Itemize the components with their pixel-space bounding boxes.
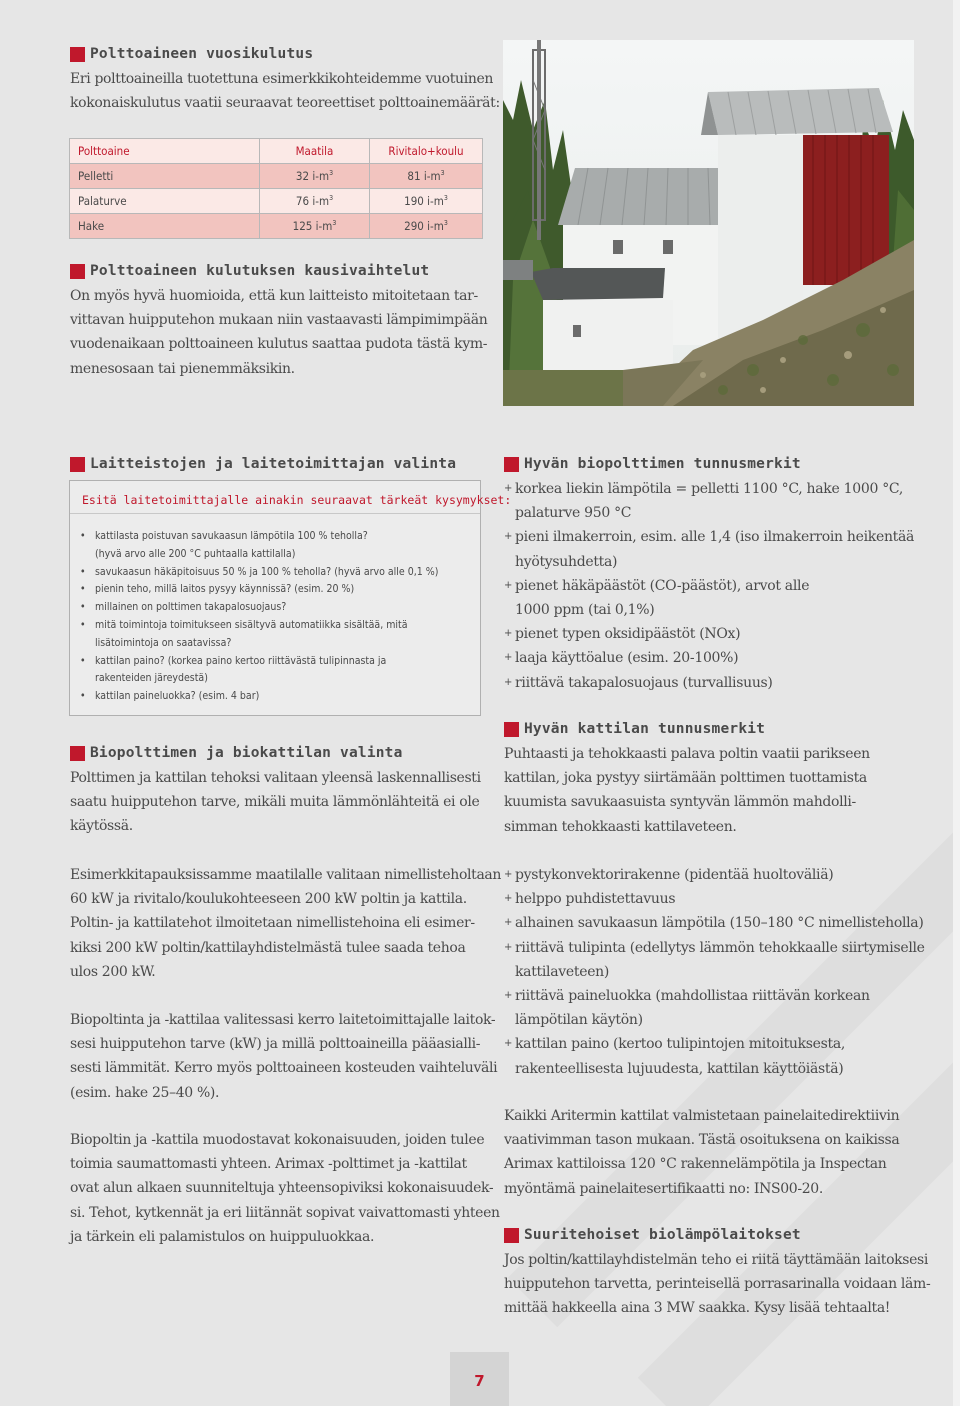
good-boiler-text: Puhtaasti ja tehokkaasti palava poltin vaatii parikseen kattilan, joka pystyy siirtämään polttimen tuottamista kuumista savukaasuista syntyvän lämmön mahdolli- simman tehokkaasti kattilaveteen. bbox=[504, 746, 870, 835]
large-plants-text: Jos poltin/kattilayhdistelmän teho ei riitä täyttämään laitoksesi huipputehon tarvetta, perinteisellä porrasarinalla voidaan läm- mittää hakkeella aina 3 MW saakka. Kysy lisää tehtaalta! bbox=[504, 1252, 931, 1317]
page-number: 7 bbox=[474, 1372, 485, 1390]
divider bbox=[70, 513, 480, 514]
question-item: • millainen on polttimen takapalosuojaus? bbox=[80, 599, 438, 617]
fuel-amount-cell: 290 $i-m^3$ bbox=[370, 214, 483, 239]
burner-trait-item: + pienet häkäpäästöt (CO-päästöt), arvot alle 1000 ppm (tai 0,1%) bbox=[504, 574, 914, 622]
fuel-table-header-cell: Maatila bbox=[260, 139, 370, 164]
red-square-icon bbox=[70, 47, 85, 62]
question-item: • pienin teho, millä laitos pysyy käynnissä? (esim. 20 %) bbox=[80, 581, 438, 599]
boiler-trait-item: + pystykonvektorirakenne (pidentää huoltoväliä) bbox=[504, 863, 925, 887]
red-square-icon bbox=[70, 746, 85, 761]
fuel-table bbox=[69, 138, 483, 239]
fuel-table-header bbox=[70, 139, 483, 164]
questions-box-title: Esitä laitetoimittajalle ainakin seuraavat tärkeät kysymykset: bbox=[82, 493, 512, 507]
good-boiler-list bbox=[504, 863, 925, 1081]
burner-choice-paragraph: Biopoltin ja -kattila muodostavat kokonaisuuden, joiden tulee toimia saumattomasti yhteen. Arimax -polttimet ja -kattilat ovat alun alkaen suunniteltuja yhteensopiviksi kokonaisuudek- si. Tehot, kytkennät ja eri liitännät sopivat vaivattomasti yhteen ja tärkein eli palamistulos on huippuluokkaa. bbox=[70, 1132, 500, 1245]
question-item: • kattilasta poistuvan savukaasun lämpötila 100 % teholla? bbox=[80, 528, 438, 546]
question-item: • savukaasun häkäpitoisuus 50 % ja 100 % teholla? (hyvä arvo alle 0,1 %) bbox=[80, 564, 438, 582]
fuel-table-header-cell: Polttoaine bbox=[70, 139, 260, 164]
boiler-trait-item: + alhainen savukaasun lämpötila (150–180 °C nimellisteholla) bbox=[504, 911, 925, 935]
fuel-name-cell: Pelletti bbox=[70, 164, 260, 189]
fuel-name-cell: Hake bbox=[70, 214, 260, 239]
boiler-trait-item: + kattilan paino (kertoo tulipintojen mitoituksesta, rakenteellisesta lujuudesta, kattilan käyttöiästä) bbox=[504, 1032, 925, 1080]
burner-choice-paragraph: Esimerkkitapauksissamme maatilalle valitaan nimellisteholtaan 60 kW ja rivitalo/koulukohteeseen 200 kW poltin ja kattila. Poltin- ja kattilatehot ilmoitetaan nimellistehoina eli esimer- kiksi 200 kW poltin/kattilayhdistelmästä tulee saada tehoa ulos 200 kW. bbox=[70, 867, 502, 980]
boiler-trait-item: + helppo puhdistettavuus bbox=[504, 887, 925, 911]
boiler-plant-photo bbox=[503, 40, 914, 406]
burner-choice-heading: Biopolttimen ja biokattilan valinta bbox=[70, 745, 403, 761]
questions-list bbox=[80, 528, 438, 706]
red-square-icon bbox=[504, 722, 519, 737]
boiler-trait-item: + riittävä paineluokka (mahdollistaa riittävän korkean lämpötilan käytön) bbox=[504, 984, 925, 1032]
burner-trait-item: + riittävä takapalosuojaus (turvallisuus) bbox=[504, 671, 914, 695]
fuel-table-row bbox=[70, 214, 483, 239]
fuel-amount-cell: 190 $i-m^3$ bbox=[370, 189, 483, 214]
fuel-amount-cell: 81 $i-m^3$ bbox=[370, 164, 483, 189]
question-item: • kattilan paino? (korkea paino kertoo riittävästä tulipinnasta ja rakenteiden järeydestä) bbox=[80, 653, 438, 689]
boiler-trait-item: + riittävä tulipinta (edellytys lämmön tehokkaalle siirtymiselle kattilaveteen) bbox=[504, 936, 925, 984]
red-square-icon bbox=[504, 1228, 519, 1243]
page-edge bbox=[953, 0, 960, 1406]
burner-trait-item: + korkea liekin lämpötila = pelletti 1100 °C, hake 1000 °C, palaturve 950 °C bbox=[504, 477, 914, 525]
burner-trait-item: + laaja käyttöalue (esim. 20-100%) bbox=[504, 646, 914, 670]
seasonal-text: On myös hyvä huomioida, että kun laitteisto mitoitetaan tar- vittavan huipputehon mukaan niin vastaavasti lämpimimpään vuodenaikaan polttoaineen kulutus saattaa pudota tästä kym- menesosaan tai pienemmäksikin. bbox=[70, 288, 488, 377]
large-plants-heading: Suuritehoiset biolämpölaitokset bbox=[504, 1227, 801, 1243]
red-square-icon bbox=[70, 457, 85, 472]
seasonal-heading: Polttoaineen kulutuksen kausivaihtelut bbox=[70, 263, 429, 279]
fuel-table-row bbox=[70, 164, 483, 189]
red-square-icon bbox=[504, 457, 519, 472]
fuel-table-row bbox=[70, 189, 483, 214]
good-boiler-heading: Hyvän kattilan tunnusmerkit bbox=[504, 721, 765, 737]
burner-choice-paragraph: Polttimen ja kattilan tehoksi valitaan yleensä laskennallisesti saatu huipputehon tarve, mikäli muita lämmönlähteitä ei ole käytössä. bbox=[70, 770, 481, 835]
fuel-amount-cell: 32 $i-m^3$ bbox=[260, 164, 370, 189]
red-square-icon bbox=[70, 264, 85, 279]
question-item: • kattilan paineluokka? (esim. 4 bar) bbox=[80, 688, 438, 706]
good-burner-list bbox=[504, 477, 914, 695]
burner-trait-item: + pienet typen oksidipäästöt (NOx) bbox=[504, 622, 914, 646]
fuel-amount-cell: 76 $i-m^3$ bbox=[260, 189, 370, 214]
good-burner-heading: Hyvän biopolttimen tunnusmerkit bbox=[504, 456, 801, 472]
burner-choice-paragraph: Biopoltinta ja -kattilaa valitessasi kerro laitetoimittajalle laitok- sesi huipputehon tarve (kW) ja millä polttoaineilla pääasialli- sesti lämmität. Kerro myös polttoaineen kosteuden vaihteluväli (esim. hake 25–40 %). bbox=[70, 1012, 498, 1101]
questions-box bbox=[69, 480, 512, 716]
question-note: (hyvä arvo alle 200 °C puhtaalla kattilalla) bbox=[95, 547, 296, 560]
supplier-heading: Laitteistojen ja laitetoimittajan valinta bbox=[70, 456, 456, 472]
fuel-annual-intro: Eri polttoaineilla tuotettuna esimerkkikohteidemme vuotuinen kokonaiskulutus vaatii seuraavat teoreettiset polttoainemäärät: bbox=[70, 71, 500, 112]
burner-trait-item: + pieni ilmakerroin, esim. alle 1,4 (iso ilmakerroin heikentää hyötysuhdetta) bbox=[504, 525, 914, 573]
good-boiler-after-text: Kaikki Aritermin kattilat valmistetaan painelaitedirektiivin vaativimman tason mukaan. Tästä osoituksena on kaikissa Arimax kattiloissa 120 °C rakennelämpötila ja Inspectan myöntämä painelaitesertifikaatti no: INS00-20. bbox=[504, 1108, 900, 1197]
fuel-table-header-cell: Rivitalo+koulu bbox=[370, 139, 483, 164]
fuel-amount-cell: 125 $i-m^3$ bbox=[260, 214, 370, 239]
question-item: • mitä toimintoja toimitukseen sisältyvä automatiikka sisältää, mitä lisätoimintoja on saatavissa? bbox=[80, 617, 438, 653]
fuel-annual-heading: Polttoaineen vuosikulutus bbox=[70, 46, 313, 62]
fuel-name-cell: Palaturve bbox=[70, 189, 260, 214]
